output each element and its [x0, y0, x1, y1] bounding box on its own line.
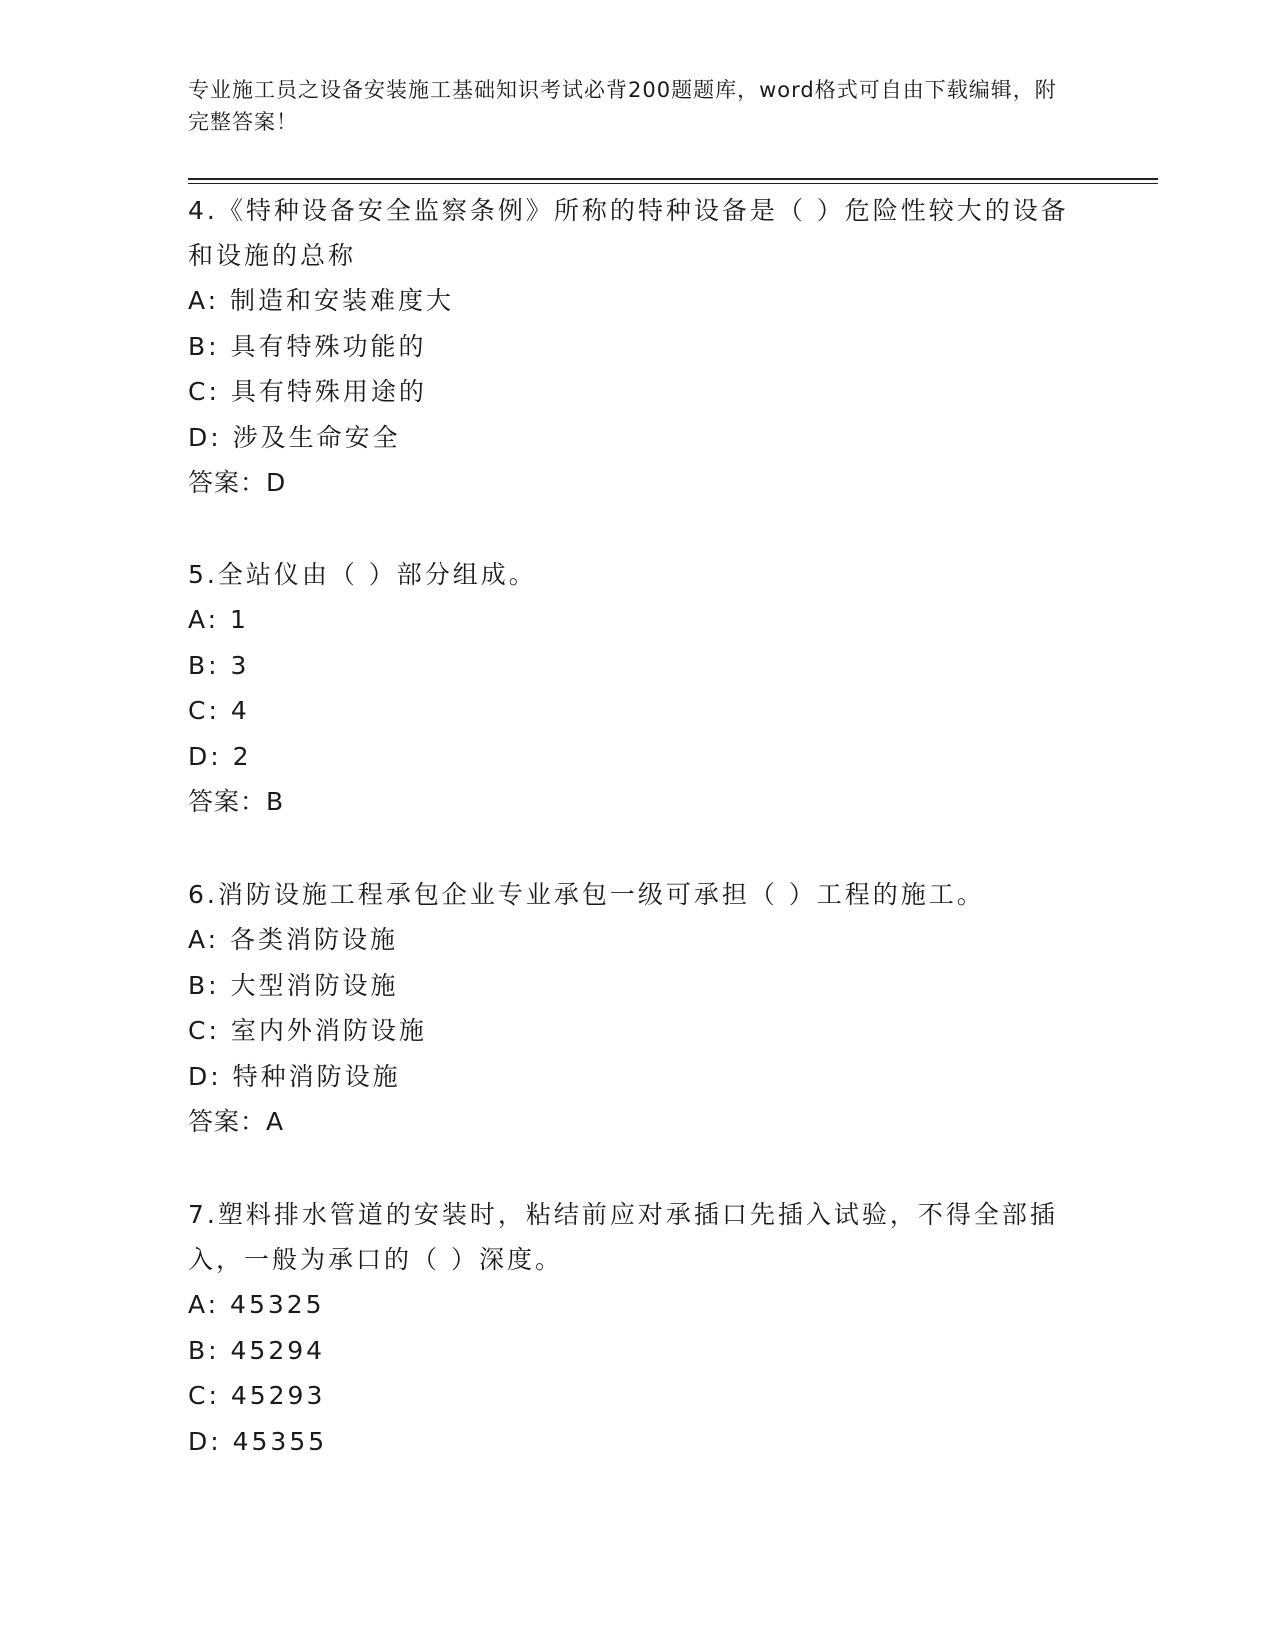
question-4 [188, 188, 1088, 505]
option-c: C: 室内外消防设施 [188, 1016, 427, 1045]
option-a: A: 45325 [188, 1290, 325, 1319]
question-7 [188, 1192, 1088, 1464]
header-divider-thick [188, 178, 1158, 180]
question-title: 6.消防设施工程承包企业专业承包一级可承担（ ）工程的施工。 [188, 880, 985, 909]
answer: 答案：A [188, 1107, 285, 1136]
option-c: C: 45293 [188, 1381, 326, 1410]
answer: 答案：B [188, 787, 285, 816]
option-b: B: 3 [188, 650, 250, 680]
question-title: 7.塑料排水管道的安装时，粘结前应对承插口先插入试验，不得全部插入，一般为承口的（ ）深度。 [188, 1200, 1058, 1274]
option-b: B: 45294 [188, 1335, 326, 1365]
question-6 [188, 872, 1088, 1144]
question-5 [188, 552, 1088, 824]
option-d: D: 涉及生命安全 [188, 422, 401, 452]
option-a: A: 制造和安装难度大 [188, 286, 455, 315]
option-b: B: 具有特殊功能的 [188, 331, 427, 361]
option-c: C: 4 [188, 696, 250, 725]
question-title: 5.全站仪由（ ）部分组成。 [188, 560, 537, 589]
option-c: C: 具有特殊用途的 [188, 377, 427, 406]
document-header: 专业施工员之设备安装施工基础知识考试必背200题题库，word格式可自由下载编辑，附完整答案！ [188, 78, 1057, 134]
option-d: D: 45355 [188, 1426, 328, 1456]
question-title: 4.《特种设备安全监察条例》所称的特种设备是（ ）危险性较大的设备和设施的总称 [188, 196, 1069, 270]
option-a: A: 各类消防设施 [188, 925, 399, 954]
option-a: A: 1 [188, 605, 249, 634]
option-d: D: 特种消防设施 [188, 1061, 401, 1091]
header-divider-thin [188, 183, 1158, 184]
option-b: B: 大型消防设施 [188, 970, 399, 1000]
answer: 答案：D [188, 468, 287, 497]
option-d: D: 2 [188, 741, 252, 771]
